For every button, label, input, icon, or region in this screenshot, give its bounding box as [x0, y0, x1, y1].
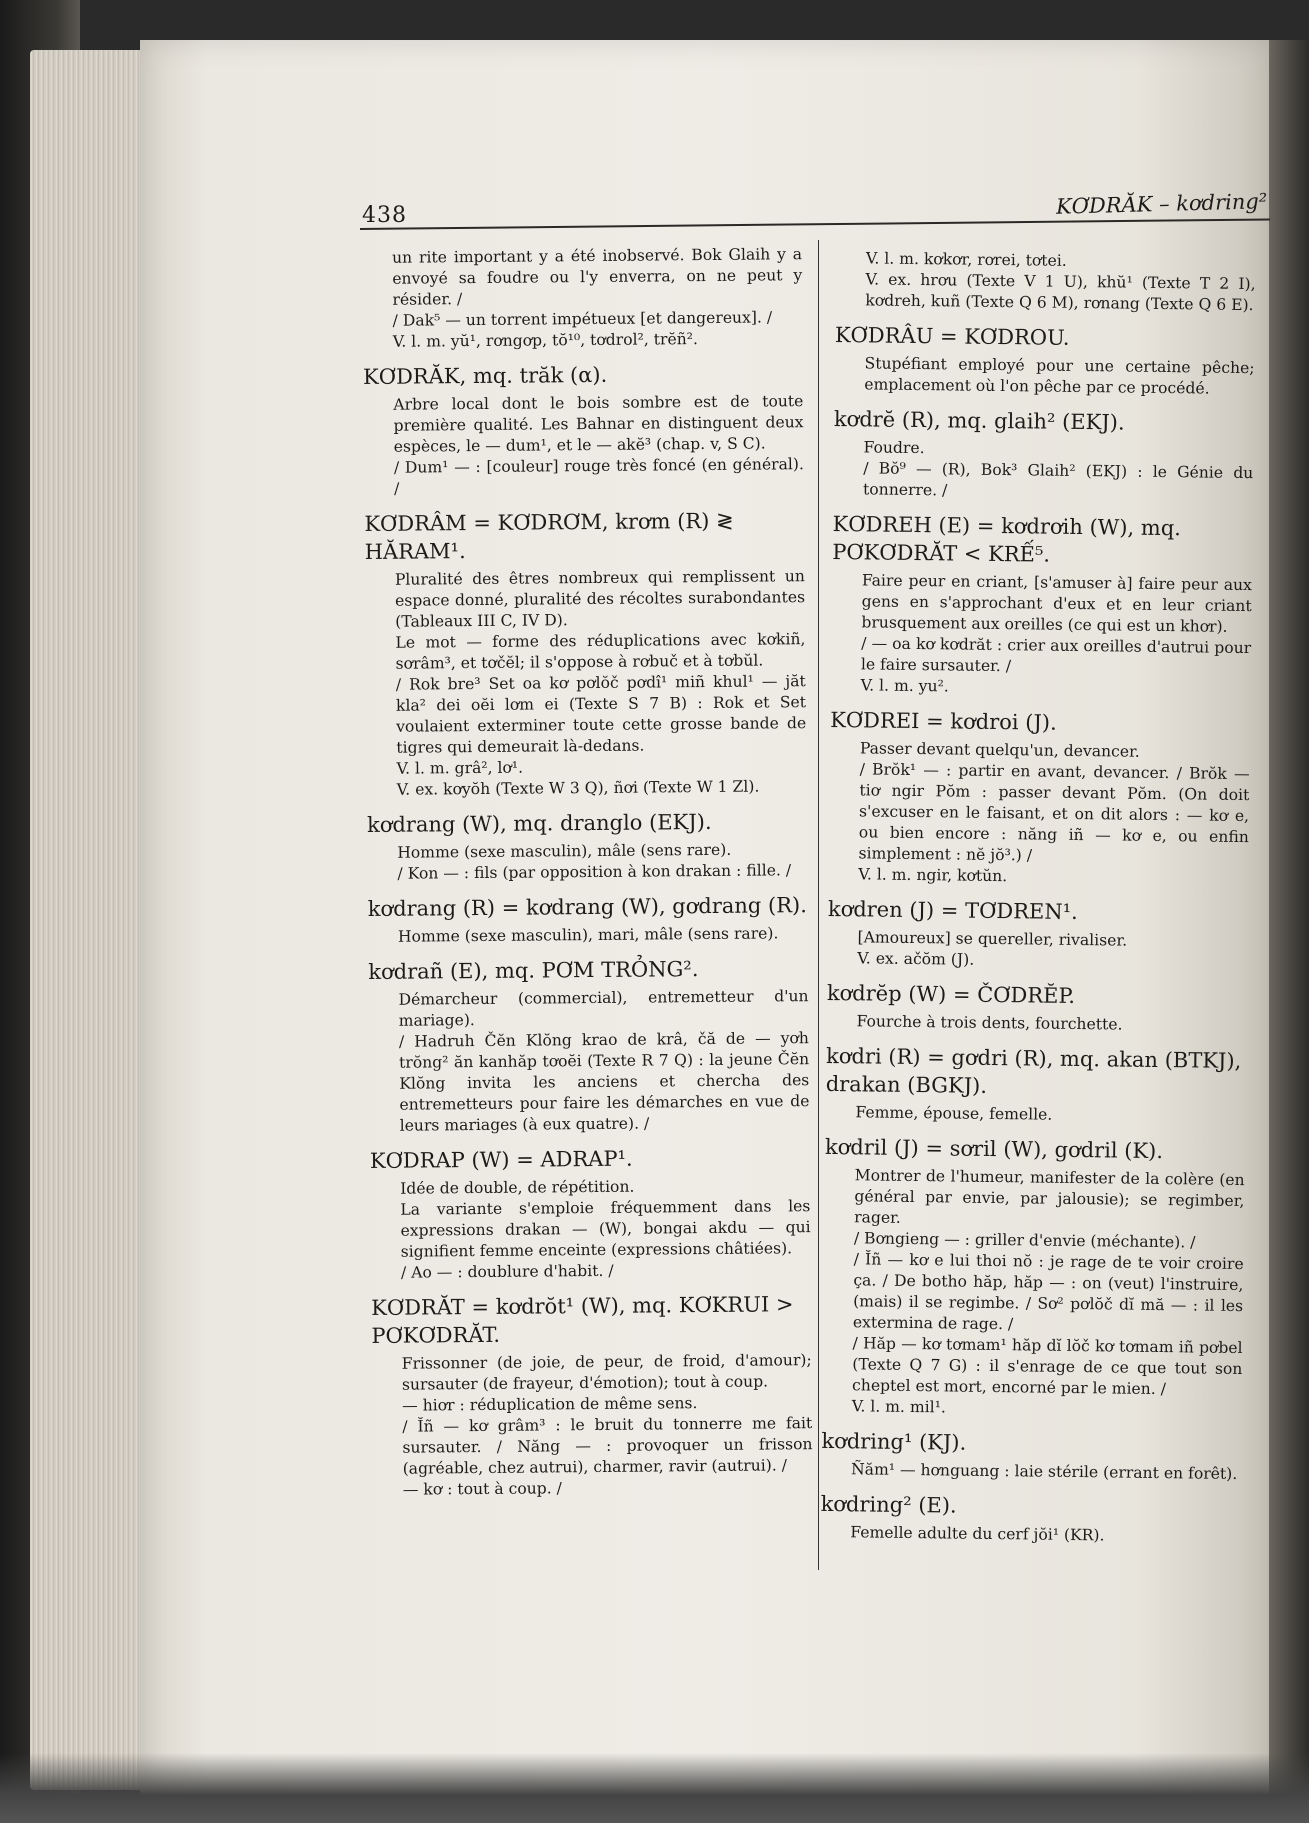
entry-line: V. l. m. ngir, kơtŭn.: [858, 865, 1008, 886]
entry-line: V. l. m. yŭ¹, rơngơp, tŏ¹⁰, tơdrol², trĕñ².: [392, 330, 699, 351]
entry-line: Stupéfiant employé pour une certaine pêche; emplacement où l'on pêche par ce procédé.: [864, 354, 1255, 398]
entry-line: V. ex. kơyŏh (Texte W 3 Q), ñơi (Texte W 1 Zl).: [396, 777, 760, 799]
left-column: [362, 244, 813, 1509]
entry-kodrak: [363, 359, 804, 500]
entry-headword: kơdrang (R) = kơdrang (W), gơdrang (R).: [367, 893, 807, 921]
entry-headword: kơdring¹ (KJ).: [821, 1428, 967, 1455]
entry-kodrei: [828, 706, 1250, 890]
entry-headword: KƠDRĂK, mq. trăk (α).: [363, 362, 608, 389]
entry-line: Pluralité des êtres nombreux qui remplissent un espace donné, pluralité des récoltes surabondantes (Tableaux III C, IV D).: [394, 567, 806, 631]
entry-headword: KƠDRĂT = kơdrŏt¹ (W), mq. KƠKRUI > PƠKƠDRĂT.: [371, 1292, 794, 1348]
entry-headword: KƠDRÂU = KƠDROU.: [834, 322, 1070, 350]
entry-line: / Rok bre³ Set oa kơ pơlŏč pơdî¹ miñ khul¹ — jăt kla² dei oĕi lơm ei (Texte S 7 B) : Rok et Set voulaient exterminer toute cette grosse bande de tigres qui demeurait là-dedans.: [395, 672, 807, 757]
entry-headword: KƠDREH (E) = kơdrơih (W), mq. PƠKƠDRĂT < KRẾ⁵.: [832, 511, 1182, 567]
entry-line: / Ao — : doublure d'habit. /: [400, 1261, 614, 1282]
entry-line: V. l. m. grâ², lơ¹.: [396, 758, 524, 778]
entry-line: un rite important y a été inobservé. Bok Glaih y a envoyé sa foudre ou l'y enverra, on ne peut y résider. /: [392, 245, 803, 309]
entry-headword: kơdri (R) = gơdri (R), mq. akan (BTKJ), drakan (BGKJ).: [825, 1043, 1242, 1098]
entry-line: V. ex. hrơu (Texte V 1 U), khŭ¹ (Texte T 2 I), kơdreh, kuñ (Texte Q 6 M), rơnang (Texte Q 6 E).: [865, 270, 1256, 315]
entry-headword: KƠDRÂM = KƠDRƠM, krơm (R) ≷ HĂRAM¹.: [364, 508, 734, 564]
entry-kodre: [833, 405, 1254, 505]
entry-headword: KƠDREI = kơdroi (J).: [830, 707, 1057, 735]
entry-line: Passer devant quelqu'un, devancer.: [859, 739, 1140, 761]
entry-kodrang-w: [367, 807, 808, 885]
entry-line: / Bơngieng — : griller d'envie (méchante). /: [853, 1229, 1196, 1252]
entry-line: Foudre.: [863, 438, 925, 458]
entry-line: — hiơr : réduplication de même sens.: [402, 1394, 698, 1415]
entry-kodram: [364, 506, 807, 801]
entry-line: V. l. m. mil¹.: [851, 1397, 946, 1417]
entry-headword: kơdring² (E).: [820, 1491, 957, 1518]
entry-line: Femme, épouse, femelle.: [855, 1103, 1053, 1124]
entry-line: Arbre local dont le bois sombre est de toute première qualité. Les Bahnar en distinguent deux espèces, le — dum¹, et le — akĕ³ (chap. v, S C).: [393, 392, 804, 456]
entry-headword: kơdrañ (E), mq. PƠM TRỎNG².: [368, 957, 699, 984]
entry-line: / — oa kơ kơdrăt : crier aux oreilles d'autrui pour le faire sursauter. /: [860, 634, 1252, 676]
entry-kodri: [825, 1042, 1246, 1128]
entry-line: / Dak⁵ — un torrent impétueux [et dangereux]. /: [392, 308, 773, 330]
entry-line: Homme (sexe masculin), mâle (sens rare).: [397, 840, 732, 862]
entry-headword: kơdren (J) = TƠDREN¹.: [827, 896, 1078, 925]
column-divider: [818, 240, 819, 1570]
entry-line: Idée de double, de répétition.: [400, 1177, 635, 1198]
entry-continuation: [362, 244, 803, 353]
entry-kodrat: [371, 1290, 813, 1501]
right-column: [820, 248, 1256, 1556]
entry-kodren: [827, 895, 1248, 974]
entry-kodring-2: [820, 1490, 1241, 1548]
entry-line: Homme (sexe masculin), mari, mâle (sens rare).: [397, 924, 779, 946]
entry-line: Faire peur en criant, [s'amuser à] faire peur aux gens en s'approchant d'eux et en leur criant brusquement aux oreilles (ce qui est un khơr).: [861, 571, 1253, 636]
entry-headword: KƠDRAP (W) = ADRAP¹.: [369, 1146, 633, 1173]
entry-line: V. l. m. kơkơr, rơrei, tơtei.: [865, 249, 1067, 270]
entry-line: / Ĭñ — kơ e lui thoi nŏ : je rage de te voir croire ça. / De botho hăp, hăp — : on (veut) l'instruire, (mais) il se regimbe. / Sơ² pơlŏč dĭ mă — : il les extermina de rage. /: [852, 1250, 1244, 1334]
entry-line: Fourche à trois dents, fourchette.: [856, 1012, 1123, 1034]
entry-kodrep: [826, 979, 1247, 1037]
entry-line: Femelle adulte du cerf jŏi¹ (KR).: [850, 1523, 1105, 1545]
entry-line: / Hadruh Čĕn Klŏng krao de krâ, čă de — yơh trŏng² ăn kanhăp tơoĕi (Texte R 7 Q) : la jeune Čĕn Klŏng invita les anciens et chercha des entremetteurs pour faire les démarches en vue de leurs mariages (à eux quatre). /: [398, 1029, 810, 1135]
entry-line: — kơ : tout à coup. /: [402, 1479, 562, 1499]
entry-kodrau: [834, 321, 1255, 400]
entry-line: / Bŏ⁹ — (R), Bok³ Glaih² (EKJ) : le Génie du tonnerre. /: [862, 459, 1254, 500]
entry-line: [Amoureux] se quereller, rivaliser.: [857, 928, 1128, 950]
entry-line: La variante s'emploie fréquemment dans les expressions drakan — (W), bongai akdu — qui signifient femme enceinte (expressions châtiées).: [400, 1197, 811, 1261]
entry-kodrap: [370, 1143, 811, 1284]
entry-headword: kơdrĕ (R), mq. glaih² (EKJ).: [833, 406, 1125, 435]
table-surface: [0, 1753, 1309, 1823]
entry-line: Ñăm¹ — hơnguang : laie stérile (errant en forêt).: [850, 1460, 1238, 1483]
entry-line: / Hăp — kơ tơmam¹ hăp dĭ lŏč kơ tơmam iñ pơbel (Texte Q 7 G) : il s'enrage de ce que tout son cheptel est mort, encorné par le mien. /: [851, 1334, 1243, 1399]
page-number: 438: [362, 203, 407, 228]
entry-headword: kơdril (J) = sơril (W), gơdril (K).: [824, 1134, 1164, 1164]
facing-page-edge: [1269, 40, 1309, 1800]
entry-line: / Ĭñ — kơ grâm³ : le bruit du tonnerre me fait sursauter. / Năng — : provoquer un frisson (agréable, chez autrui), charmer, ravir (autrui). /: [402, 1414, 813, 1478]
entry-kodreh: [831, 510, 1253, 701]
entry-kodrang-r: [368, 891, 808, 948]
entry-continuation: [835, 248, 1256, 316]
entry-headword: kơdrĕp (W) = ČƠDRĔP.: [826, 980, 1076, 1008]
entry-line: Frissonner (de joie, de peur, de froid, d'amour); sursauter (de frayeur, d'émotion); tout à coup.: [401, 1351, 812, 1394]
entry-line: / Brŏk¹ — : partir en avant, devancer. / Brŏk — tiơ ngir Pŏm : passer devant Pŏm. (On doit s'excuser en le faisant, et on dit alors : — kơ e, ou bien encore : năng iñ — kơ e, ou enfin simplement : nĕ jŏ³.) /: [858, 760, 1250, 865]
entry-line: V. l. m. yu².: [860, 676, 949, 696]
entry-line: Le mot — forme des réduplications avec kơkiñ, sơrâm³, et tơčĕl; il s'oppose à rơbuč et à tơbŭl.: [395, 630, 806, 673]
entry-line: V. ex. ačŏm (J).: [857, 949, 975, 969]
entry-kodran: [368, 954, 810, 1137]
entry-line: Montrer de l'humeur, manifester de la colère (en général par envie, par jalousie); se regimber, rager.: [854, 1166, 1245, 1227]
entry-line: Démarcheur (commercial), entremetteur d'un mariage).: [398, 987, 809, 1030]
running-head: KƠDRĂK – kơdring²: [1055, 189, 1268, 219]
entry-line: / Dum¹ — : [couleur] rouge très foncé (en général). /: [393, 455, 804, 498]
entry-headword: kơdrang (W), mq. dranglo (EKJ).: [366, 809, 712, 837]
entry-line: / Kon — : fils (par opposition à kon drakan : fille. /: [397, 861, 792, 883]
entry-kodril: [822, 1133, 1245, 1422]
entry-kodring-1: [821, 1427, 1242, 1485]
page-stack: [30, 50, 150, 1790]
